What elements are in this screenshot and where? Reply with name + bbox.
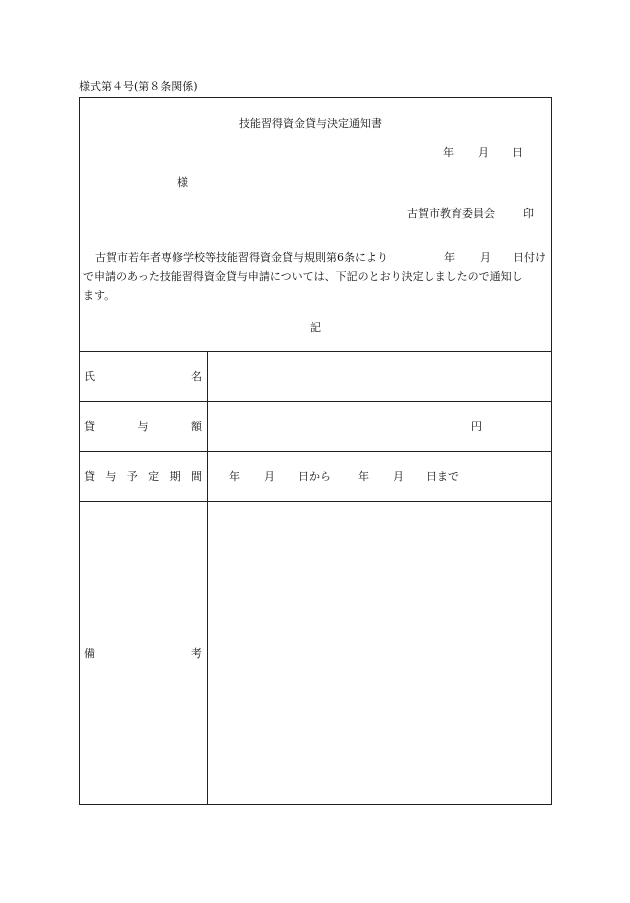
- name-field[interactable]: [212, 356, 546, 396]
- body-day: 日付け: [513, 251, 546, 264]
- amount-unit: 円: [471, 420, 482, 433]
- row-divider: [79, 351, 552, 352]
- body-line-3: ます。: [83, 289, 116, 302]
- body-line-1: 古賀市若年者専修学校等技能習得資金貸与規則第6条により: [95, 251, 388, 264]
- period-year-2: 年: [358, 470, 369, 483]
- row-divider: [79, 501, 552, 502]
- addressee-suffix: 様: [177, 176, 188, 189]
- date-day: 日: [512, 146, 523, 159]
- period-day-2: 日まで: [426, 470, 459, 483]
- row-divider: [79, 401, 552, 402]
- period-month-1: 月: [264, 470, 275, 483]
- column-divider: [207, 351, 208, 804]
- date-year: 年: [443, 146, 454, 159]
- label-name: 氏 名: [84, 370, 202, 383]
- body-line-2: で申請のあった技能習得資金貸与申請については、下記のとおり決定しましたので通知し: [83, 270, 523, 283]
- row-divider: [79, 451, 552, 452]
- period-day-1: 日から: [298, 470, 331, 483]
- issuer-name: 古賀市教育委員会: [407, 207, 495, 220]
- body-year: 年: [444, 251, 455, 264]
- remarks-field[interactable]: [212, 507, 546, 799]
- body-month: 月: [480, 251, 491, 264]
- period-month-2: 月: [393, 470, 404, 483]
- document-title: 技能習得資金貸与決定通知書: [239, 117, 382, 130]
- label-remarks: 備 考: [84, 647, 202, 660]
- period-year-1: 年: [229, 470, 240, 483]
- label-amount: 貸 与 額: [84, 420, 202, 433]
- seal-mark: 印: [523, 207, 534, 220]
- form-number: 様式第４号(第８条関係): [79, 80, 198, 93]
- label-period: 貸 与 予 定 期 間: [84, 470, 202, 483]
- amount-field[interactable]: [212, 406, 546, 446]
- ki-mark: 記: [310, 321, 321, 334]
- date-month: 月: [478, 146, 489, 159]
